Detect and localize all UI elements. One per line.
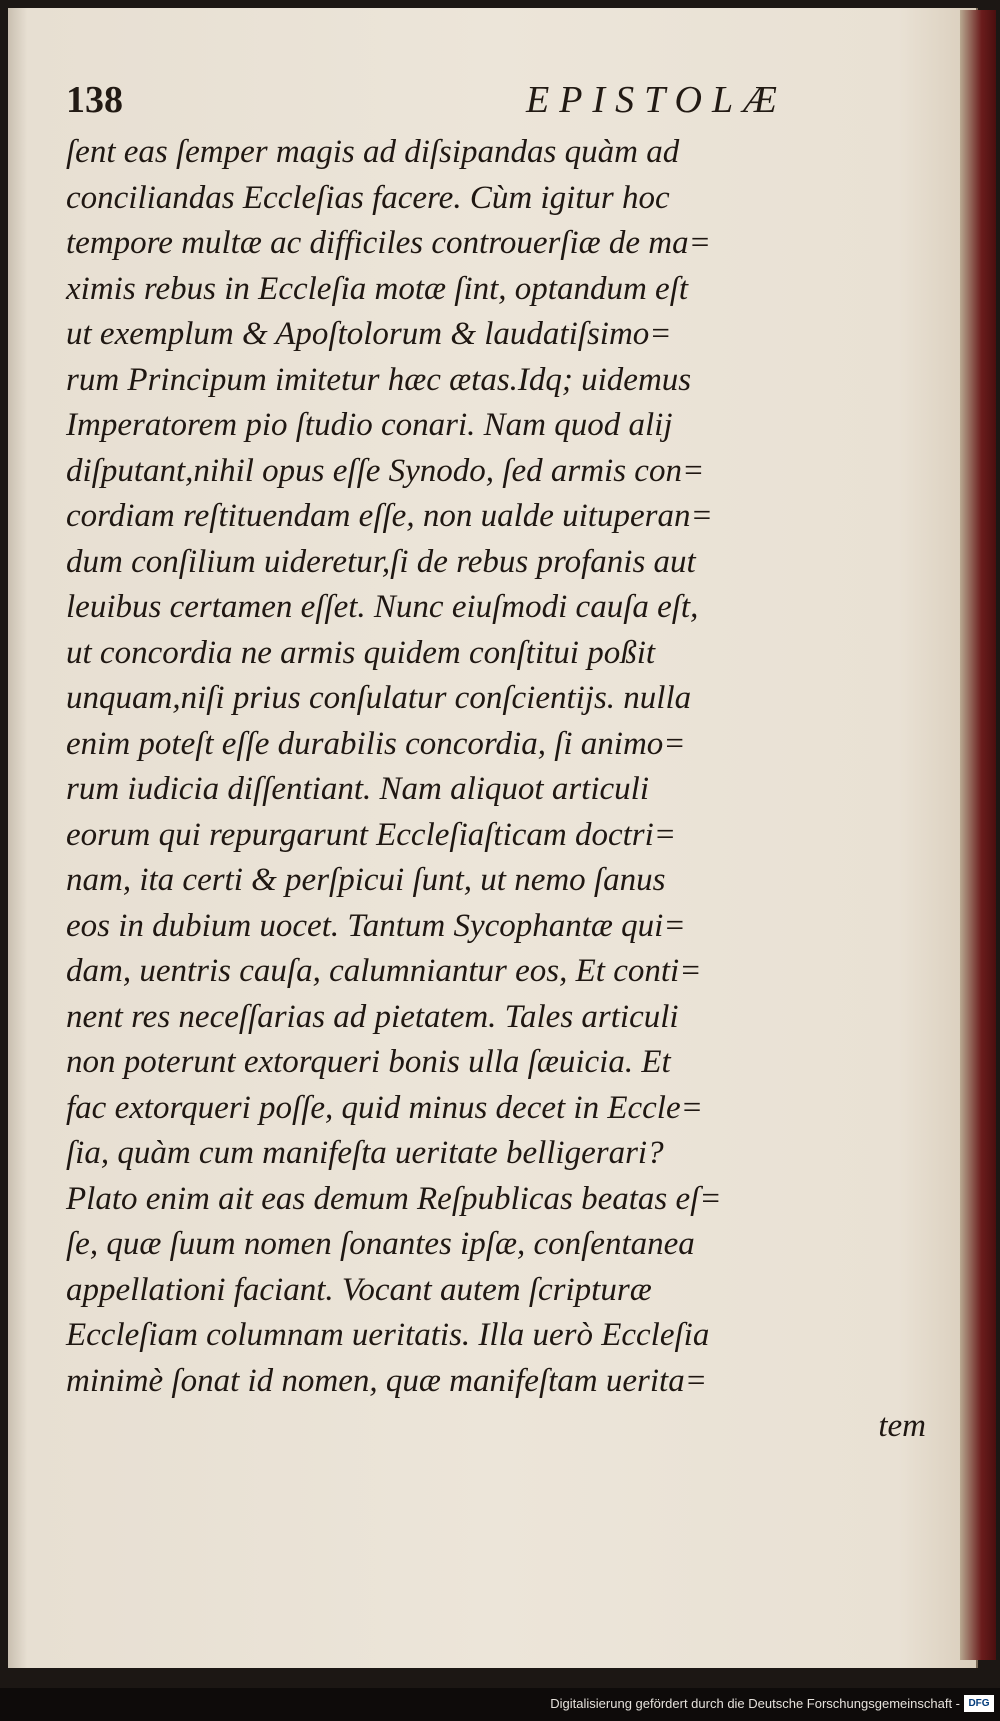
text-line: nam, ita certi & perſpicui ſunt, ut nemo ſanus bbox=[66, 862, 666, 898]
footer-bar bbox=[0, 1688, 1000, 1721]
running-title: EPISTOLÆ bbox=[526, 79, 787, 121]
text-line: ut concordia ne armis quidem conſtitui poßit bbox=[66, 634, 656, 671]
text-line: ut exemplum & Apoſtolorum & laudatiſsimo= bbox=[66, 316, 672, 352]
page-header bbox=[66, 68, 936, 128]
text-line: eos in dubium uocet. Tantum Sycophantæ qui= bbox=[66, 907, 686, 944]
text-line: conciliandas Eccleſias facere. Cùm igitur hoc bbox=[66, 179, 670, 216]
text-line: ſe, quæ ſuum nomen ſonantes ipſæ, conſentanea bbox=[66, 1226, 695, 1262]
text-line: minimè ſonat id nomen, quæ manifeſtam uerita= bbox=[66, 1362, 707, 1399]
text-line: tempore multæ ac difficiles controuerſiæ de ma= bbox=[66, 225, 711, 261]
text-line: diſputant,nihil opus eſſe Synodo, ſed armis con= bbox=[66, 452, 705, 489]
text-line: rum iudicia diſſentiant. Nam aliquot articuli bbox=[66, 771, 649, 807]
text-line: eorum qui repurgarunt Eccleſiaſticam doctri= bbox=[66, 816, 677, 853]
body-text bbox=[66, 130, 946, 1450]
text-line: Imperatorem pio ſtudio conari. Nam quod alij bbox=[66, 407, 673, 443]
text-line: ſent eas ſemper magis ad diſsipandas quàm ad bbox=[66, 134, 680, 170]
book-edge bbox=[960, 10, 996, 1660]
book-page bbox=[8, 8, 978, 1668]
text-line: unquam,niſi prius conſulatur conſcientijs. nulla bbox=[66, 680, 692, 716]
text-line: Plato enim ait eas demum Reſpublicas beatas eſ= bbox=[66, 1180, 722, 1217]
text-line: rum Principum imitetur hæc ætas.Idq; uidemus bbox=[66, 361, 692, 398]
text-line: ximis rebus in Eccleſia motæ ſint, optandum eſt bbox=[66, 270, 689, 307]
text-line: fac extorqueri poſſe, quid minus decet in Eccle= bbox=[66, 1089, 703, 1126]
text-line: leuibus certamen eſſet. Nunc eiuſmodi cauſa eſt, bbox=[66, 589, 699, 625]
text-line: nent res neceſſarias ad pietatem. Tales articuli bbox=[66, 998, 679, 1035]
text-line: dum conſilium uideretur,ſi de rebus profanis aut bbox=[66, 543, 696, 580]
dfg-logo-icon: DFG bbox=[964, 1695, 994, 1712]
page-number: 138 bbox=[66, 79, 123, 121]
funding-credit: Digitalisierung gefördert durch die Deutsche Forschungsgemeinschaft - bbox=[550, 1696, 960, 1711]
text-line: appellationi faciant. Vocant autem ſcripturæ bbox=[66, 1271, 652, 1308]
text-line: cordiam reſtituendam eſſe, non ualde uituperan= bbox=[66, 498, 713, 534]
text-line: ſia, quàm cum manifeſta ueritate belligerari? bbox=[66, 1135, 664, 1171]
text-line: Eccleſiam columnam ueritatis. Illa uerò Eccleſia bbox=[66, 1317, 710, 1353]
text-line: non poterunt extorqueri bonis ulla ſæuicia. Et bbox=[66, 1044, 671, 1080]
text-line: dam, uentris cauſa, calumniantur eos, Et conti= bbox=[66, 953, 702, 989]
text-line: enim poteſt eſſe durabilis concordia, ſi animo= bbox=[66, 725, 686, 762]
catchword: tem bbox=[878, 1408, 926, 1444]
